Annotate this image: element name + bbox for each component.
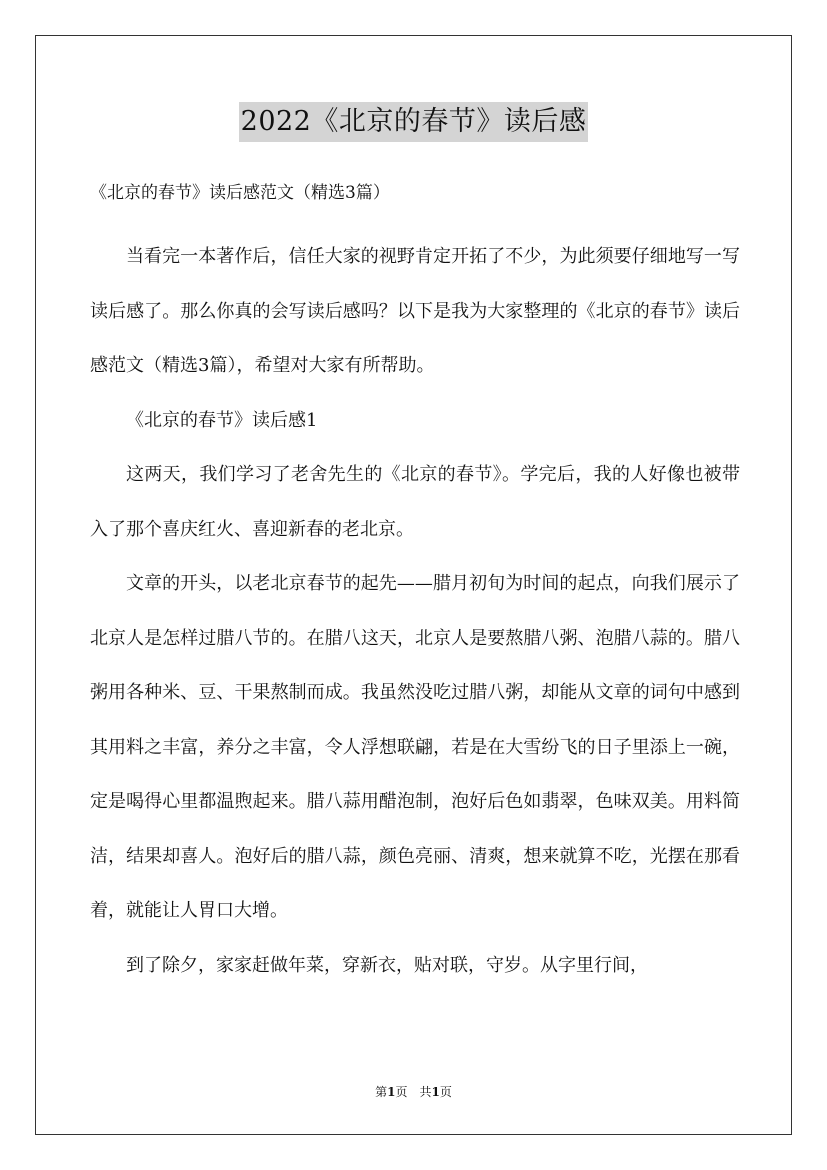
page-footer bbox=[0, 1083, 827, 1101]
document-title bbox=[0, 100, 827, 142]
footer-prefix: 第 bbox=[375, 1085, 388, 1099]
document-title-text: 2022《北京的春节》读后感 bbox=[239, 102, 589, 142]
document-subtitle: 《北京的春节》读后感范文（精选3篇） bbox=[90, 183, 390, 203]
section-heading: 《北京的春节》读后感1 bbox=[126, 409, 318, 431]
paragraph-intro: 当看完一本著作后，信任大家的视野肯定开拓了不少，为此须要仔细地写一写读后感了。那么你真的会写读后感吗？以下是我为大家整理的《北京的春节》读后感范文（精选3篇），希望对大家有所帮助。 bbox=[90, 246, 740, 376]
footer-suffix: 页 bbox=[439, 1085, 452, 1099]
document-body bbox=[90, 230, 740, 993]
paragraph-3: 到了除夕，家家赶做年菜，穿新衣，贴对联，守岁。从字里行间， bbox=[126, 954, 648, 976]
paragraph-2: 文章的开头，以老北京春节的起先——腊月初旬为时间的起点，向我们展示了北京人是怎样过腊八节的。在腊八这天，北京人是要熬腊八粥、泡腊八蒜的。腊八粥用各种米、豆、干果熬制而成。我虽然没吃过腊八粥，却能从文章的词句中感到其用料之丰富，养分之丰富，令人浮想联翩，若是在大雪纷飞的日子里添上一碗，定是喝得心里都温煦起来。腊八蒜用醋泡制，泡好后色如翡翠，色味双美。用料简洁，结果却喜人。泡好后的腊八蒜，颜色亮丽、清爽，想来就算不吃，光摆在那看着，就能让人胃口大增。 bbox=[90, 573, 740, 921]
footer-page-number: 1 bbox=[387, 1085, 396, 1099]
footer-middle: 页 共 bbox=[395, 1085, 432, 1099]
paragraph-1: 这两天，我们学习了老舍先生的《北京的春节》。学完后，我的人好像也被带入了那个喜庆红火、喜迎新春的老北京。 bbox=[90, 464, 740, 540]
footer-total-pages: 1 bbox=[431, 1085, 440, 1099]
